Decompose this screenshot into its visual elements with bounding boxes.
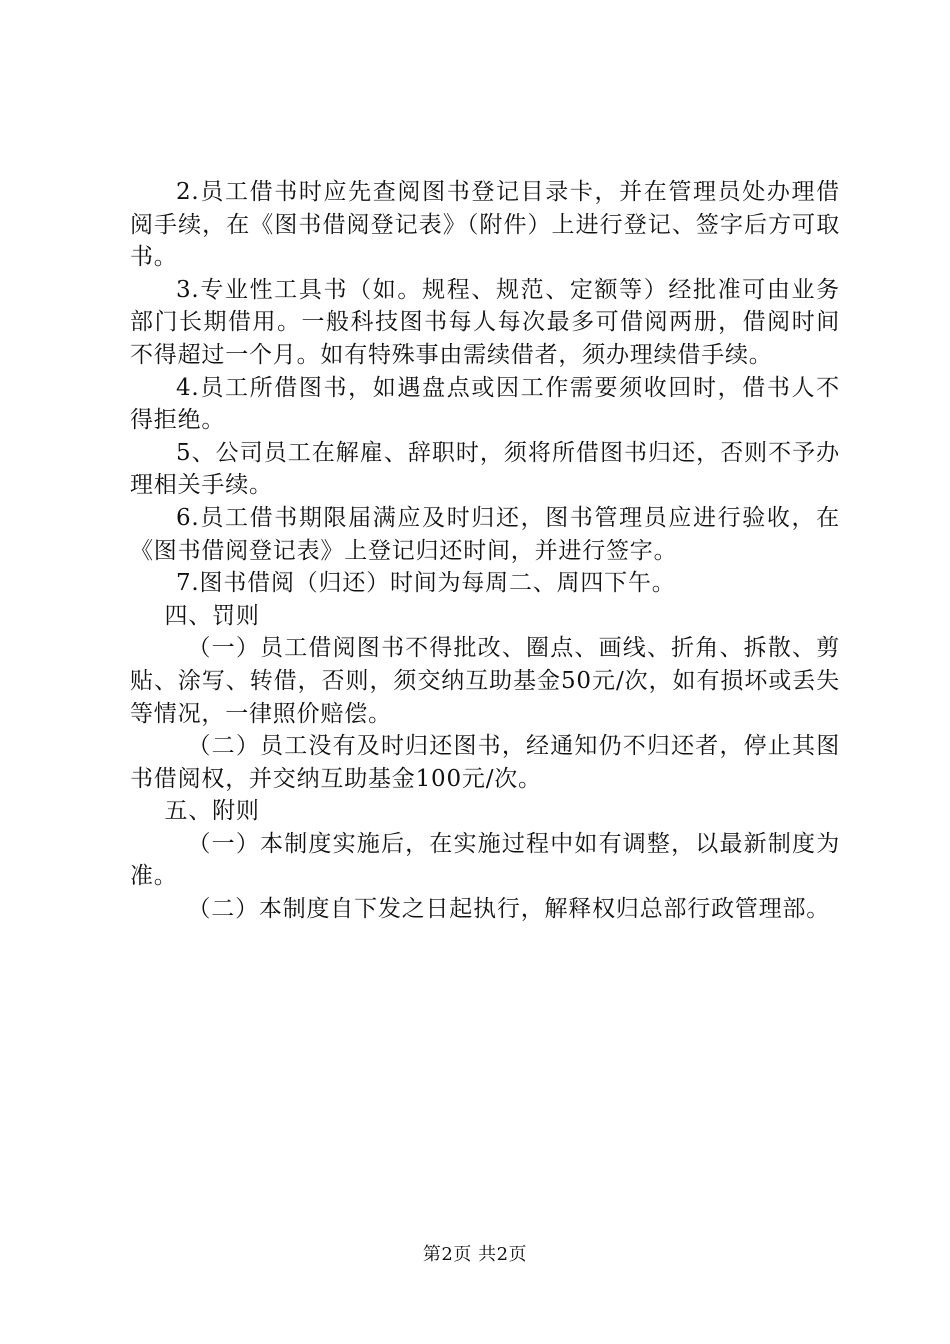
paragraph-reference-books: 3.专业性工具书（如。规程、规范、定额等）经批准可由业务部门长期借用。一般科技图书每人每次最多可借阅两册，借阅时间不得超过一个月。如有特殊事由需续借者，须办理续借手续。 <box>130 276 840 368</box>
paragraph-resignation-return: 5、公司员工在解雇、辞职时，须将所借图书归还，否则不予办理相关手续。 <box>130 439 840 499</box>
paragraph-supplementary-adjustment: （一）本制度实施后，在实施过程中如有调整，以最新制度为准。 <box>130 830 840 890</box>
document-body <box>130 176 840 926</box>
paragraph-penalty-late-return: （二）员工没有及时归还图书，经通知仍不归还者，停止其图书借阅权，并交纳互助基金100元/次。 <box>130 733 840 792</box>
paragraph-return-on-time: 6.员工借书期限届满应及时归还，图书管理员应进行验收，在《图书借阅登记表》上登记归还时间，并进行签字。 <box>130 504 840 564</box>
paragraph-recall-books: 4.员工所借图书，如遇盘点或因工作需要须收回时，借书人不得拒绝。 <box>130 374 840 434</box>
section-heading-supplementary: 五、附则 <box>164 798 260 825</box>
page-number-footer: 第2页 共2页 <box>422 1244 528 1265</box>
paragraph-borrow-procedure: 2.员工借书时应先查阅图书登记目录卡，并在管理员处办理借阅手续，在《图书借阅登记表》（附件）上进行登记、签字后方可取书。 <box>130 179 840 271</box>
paragraph-supplementary-effective: （二）本制度自下发之日起执行，解释权归总部行政管理部。 <box>187 896 831 923</box>
section-heading-penalties: 四、罚则 <box>164 602 260 629</box>
paragraph-borrow-hours: 7.图书借阅（归还）时间为每周二、周四下午。 <box>176 570 676 597</box>
paragraph-penalty-damage: （一）员工借阅图书不得批改、圈点、画线、折角、拆散、剪贴、涂写、转借，否则，须交纳互助基金50元/次，如有损坏或丢失等情况，一律照价赔偿。 <box>130 635 840 727</box>
